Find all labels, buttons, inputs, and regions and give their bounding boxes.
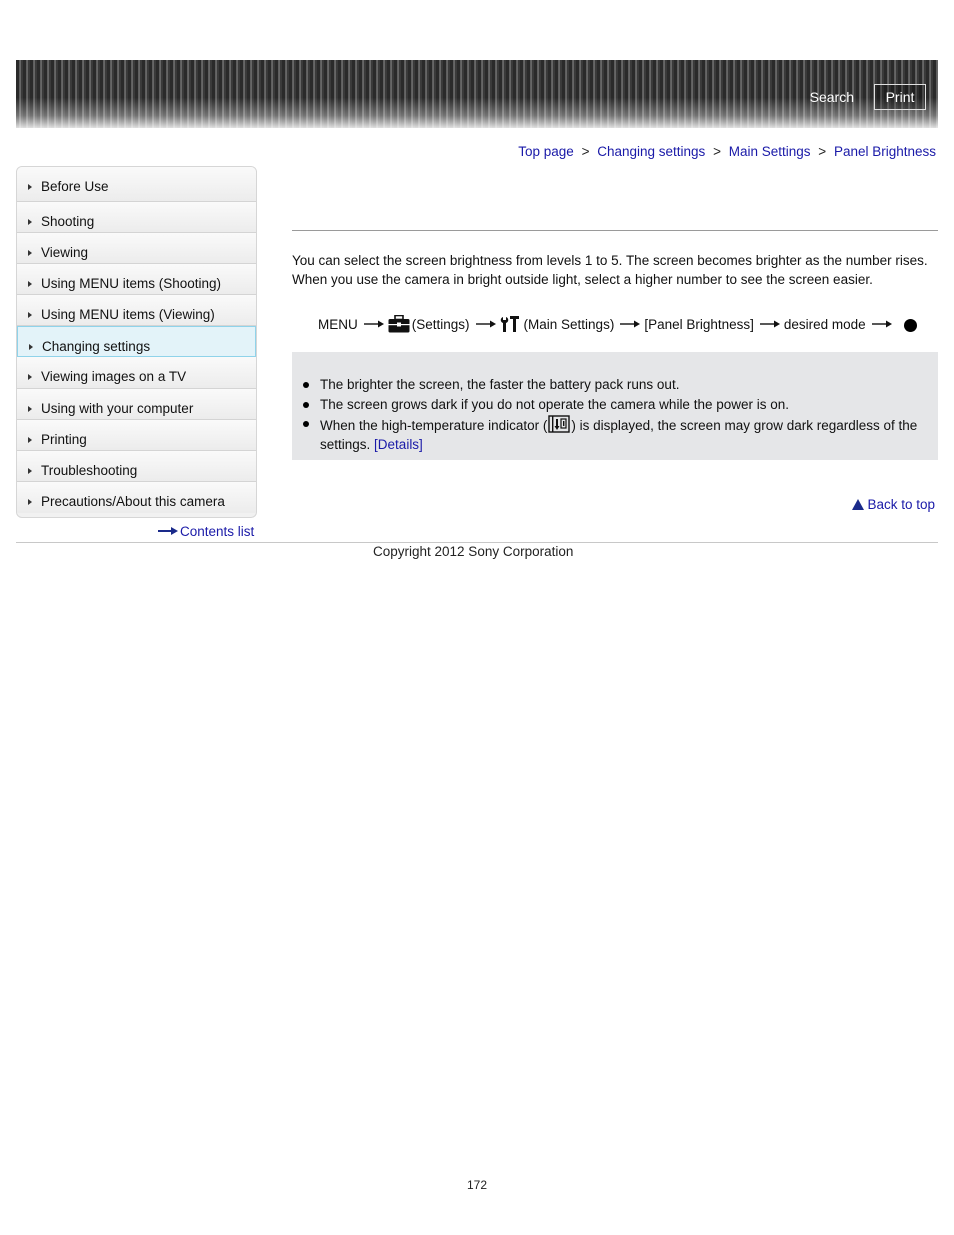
procedure-desired-mode: desired mode bbox=[783, 316, 866, 332]
sidebar-item-label: Viewing images on a TV bbox=[41, 369, 187, 385]
sidebar-item-troubleshooting[interactable] bbox=[17, 451, 256, 482]
sidebar-item-label: Shooting bbox=[41, 214, 95, 229]
breadcrumb-panel-brightness[interactable]: Panel Brightness bbox=[833, 144, 936, 159]
contents-list-link[interactable]: Contents list bbox=[180, 524, 255, 539]
breadcrumb-changing-settings[interactable]: Changing settings bbox=[597, 144, 706, 159]
toolbox-icon bbox=[388, 315, 410, 333]
arrow-right-icon bbox=[28, 184, 32, 190]
sidebar-item-precautions[interactable] bbox=[17, 482, 256, 513]
arrow-right-icon bbox=[158, 527, 178, 535]
bullet-icon bbox=[303, 382, 309, 388]
arrow-right-icon bbox=[28, 437, 32, 443]
sidebar-item-menu-shooting[interactable] bbox=[17, 264, 256, 295]
arrow-right-icon bbox=[760, 320, 780, 328]
note-item bbox=[320, 376, 932, 395]
arrow-right-icon bbox=[28, 250, 32, 256]
procedure-steps bbox=[318, 312, 917, 336]
arrow-right-icon bbox=[364, 320, 384, 328]
title-divider bbox=[292, 230, 938, 231]
bullet-icon bbox=[303, 421, 309, 427]
procedure-settings: (Settings) bbox=[411, 316, 470, 332]
notes-box bbox=[292, 352, 938, 460]
sidebar-item-before-use[interactable] bbox=[17, 167, 256, 202]
note-text: The screen grows dark if you do not operate the camera while the power is on. bbox=[320, 396, 789, 412]
main-content bbox=[292, 230, 938, 231]
contents-list-link-wrap bbox=[158, 524, 254, 539]
arrow-right-icon bbox=[620, 320, 640, 328]
sidebar-item-printing[interactable] bbox=[17, 420, 256, 451]
sidebar-nav bbox=[16, 166, 257, 518]
search-link[interactable]: Search bbox=[809, 89, 854, 105]
arrow-right-icon bbox=[476, 320, 496, 328]
arrow-right-icon bbox=[28, 219, 32, 225]
sidebar-item-viewing-on-tv[interactable] bbox=[17, 357, 256, 388]
bullet-icon bbox=[303, 402, 309, 408]
breadcrumb-separator: > bbox=[713, 144, 721, 159]
breadcrumb-main-settings[interactable]: Main Settings bbox=[728, 144, 811, 159]
sidebar-item-label: Changing settings bbox=[42, 339, 151, 355]
note-text: ) is displayed, the screen may grow dark regardless of the settings. bbox=[320, 418, 918, 452]
sidebar-item-label: Troubleshooting bbox=[41, 462, 138, 478]
note-item bbox=[320, 415, 932, 454]
arrow-right-icon bbox=[28, 281, 32, 287]
sidebar-item-label: Precautions/About this camera bbox=[41, 493, 225, 509]
triangle-up-icon bbox=[852, 499, 864, 510]
sidebar-item-label: Printing bbox=[41, 431, 87, 447]
sidebar-item-shooting[interactable] bbox=[17, 202, 256, 233]
arrow-right-icon bbox=[872, 320, 892, 328]
procedure-menu: MENU bbox=[318, 316, 358, 332]
sidebar-item-viewing[interactable] bbox=[17, 233, 256, 264]
arrow-right-icon bbox=[28, 499, 32, 505]
note-item bbox=[320, 396, 932, 415]
procedure-main-settings: (Main Settings) bbox=[523, 316, 615, 332]
sidebar-item-label: Viewing bbox=[41, 245, 89, 261]
arrow-right-icon bbox=[28, 374, 32, 380]
sidebar-item-label: Before Use bbox=[41, 179, 109, 194]
back-to-top-wrap bbox=[852, 497, 935, 512]
back-to-top-link[interactable]: Back to top bbox=[867, 497, 935, 512]
sidebar-item-label: Using MENU items (Shooting) bbox=[41, 276, 222, 292]
breadcrumb-top-page[interactable]: Top page bbox=[518, 144, 574, 159]
sidebar-item-using-with-computer[interactable] bbox=[17, 389, 256, 420]
wrench-icon bbox=[500, 315, 520, 333]
arrow-right-icon bbox=[28, 468, 32, 474]
sidebar-item-menu-viewing[interactable] bbox=[17, 295, 256, 326]
sidebar-item-label: Using with your computer bbox=[41, 400, 194, 416]
details-link[interactable]: [Details] bbox=[374, 436, 423, 452]
note-text: The brighter the screen, the faster the battery pack runs out. bbox=[320, 377, 680, 392]
header-bar bbox=[16, 60, 938, 128]
arrow-right-icon bbox=[28, 406, 32, 412]
arrow-right-icon bbox=[28, 312, 32, 318]
sidebar-item-changing-settings[interactable] bbox=[17, 326, 256, 357]
copyright-text: Copyright 2012 Sony Corporation bbox=[373, 544, 574, 559]
high-temperature-icon bbox=[548, 415, 570, 433]
page-number: 172 bbox=[466, 1178, 488, 1192]
procedure-panel-brightness: [Panel Brightness] bbox=[644, 316, 754, 332]
ok-button-dot-icon bbox=[904, 319, 917, 332]
sidebar-item-label: Using MENU items (Viewing) bbox=[41, 307, 215, 323]
description bbox=[292, 252, 932, 289]
note-text: When the high-temperature indicator ( bbox=[320, 418, 548, 433]
description-paragraph: You can select the screen brightness from levels 1 to 5. The screen becomes brighter as the number rises. bbox=[292, 253, 928, 268]
footer-divider bbox=[16, 542, 938, 543]
breadcrumb bbox=[518, 144, 936, 159]
breadcrumb-separator: > bbox=[581, 144, 590, 159]
print-button[interactable]: Print bbox=[874, 84, 926, 110]
notes-list bbox=[320, 376, 932, 454]
breadcrumb-separator: > bbox=[818, 144, 827, 159]
description-paragraph: When you use the camera in bright outside light, select a higher number to see the screen easier. bbox=[292, 271, 873, 287]
arrow-right-icon bbox=[29, 344, 33, 350]
